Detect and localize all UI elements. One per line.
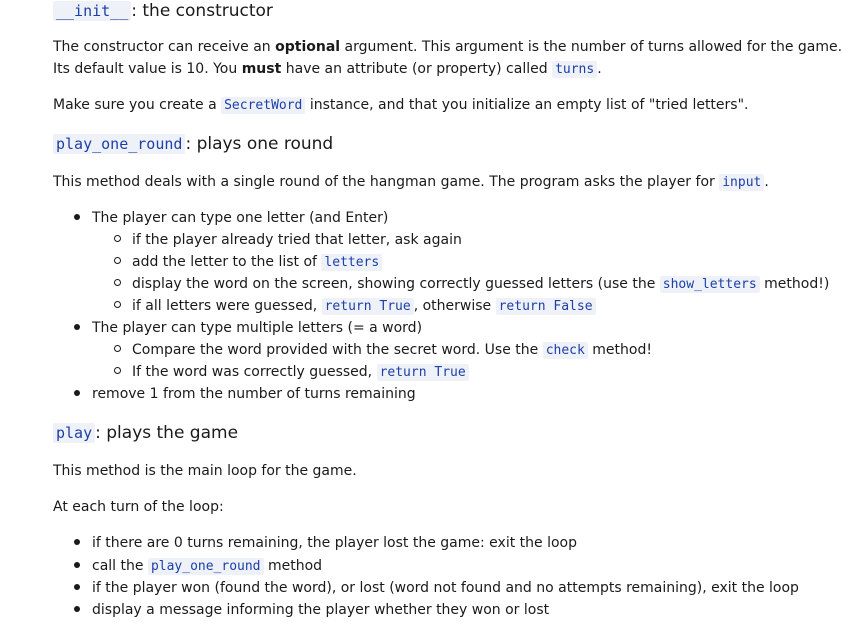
init-heading-text: : the constructor [131,1,273,21]
list-item [92,599,549,621]
text: The constructor can receive an [53,39,276,55]
text: At each turn of the loop: [53,499,224,515]
list-item [92,383,416,405]
text: method! [587,342,652,358]
list-item [92,577,799,599]
play-heading-text: : plays the game [95,423,239,443]
text: method!) [759,276,830,292]
text: remove 1 from the number of turns remaining [92,386,416,402]
emphasis-must: must [241,61,282,77]
text: Compare the word provided with the secret word. Use the [132,342,543,358]
list-item [132,251,382,274]
text: method [263,558,323,574]
code-letters: letters [321,254,382,271]
text: if all letters were guessed, [132,298,322,314]
code-check: check [543,342,588,359]
code-turns: turns [552,61,597,78]
play-heading [53,423,238,443]
list-item [132,295,596,318]
text: The player can type one letter (and Enter) [92,210,389,226]
code-input: input [719,174,764,191]
list-item [92,555,322,578]
text: call the [92,558,148,574]
init-heading-code: __init__ [53,1,131,21]
text: . [597,61,602,77]
play-one-round-heading-code: play_one_round [53,134,185,154]
text: Make sure you create a [53,97,222,113]
text: instance, and that you initialize an empty list of "tried letters". [305,97,749,113]
code-show-letters: show_letters [660,276,760,293]
list-item [132,273,829,296]
code-return-true: return True [322,298,414,315]
text: display a message informing the player whether they won or lost [92,602,550,618]
play-one-round-heading-text: : plays one round [185,134,334,154]
list-item [132,361,469,384]
play-one-round-heading [53,134,333,154]
list-item [92,317,422,339]
init-heading [53,1,273,21]
text: Its default value is 10. You [53,61,242,77]
play-loop-intro [53,496,224,518]
emphasis-optional: optional [275,39,341,55]
play-heading-code: play [53,423,95,443]
play-one-round-intro [53,171,769,194]
init-paragraph-line-1 [53,36,842,58]
init-paragraph-line-2 [53,58,602,81]
text: If the word was correctly guessed, [132,364,377,380]
play-intro [53,460,357,482]
init-paragraph-2 [53,94,748,117]
text: if there are 0 turns remaining, the player lost the game: exit the loop [92,535,577,551]
text: argument. This argument is the number of turns allowed for the game. [340,39,842,55]
list-item [92,532,577,554]
text: if the player already tried that letter, ask again [132,232,462,248]
list-item [92,207,388,229]
code-secretword: SecretWord [221,97,305,114]
code-return-true: return True [377,364,469,381]
text: display the word on the screen, showing correctly guessed letters (use the [132,276,660,292]
code-return-false: return False [496,298,596,315]
text: The player can type multiple letters (= a word) [92,320,423,336]
list-item [132,339,652,362]
list-item [132,229,462,251]
code-play-one-round: play_one_round [148,558,264,575]
text: , otherwise [413,298,496,314]
text: add the letter to the list of [132,254,322,270]
text: have an attribute (or property) called [281,61,553,77]
text: This method is the main loop for the game. [53,463,357,479]
text: if the player won (found the word), or lost (word not found and no attempts remaining), exit the loop [92,580,799,596]
text: This method deals with a single round of the hangman game. The program asks the player for [53,174,720,190]
text: . [764,174,769,190]
